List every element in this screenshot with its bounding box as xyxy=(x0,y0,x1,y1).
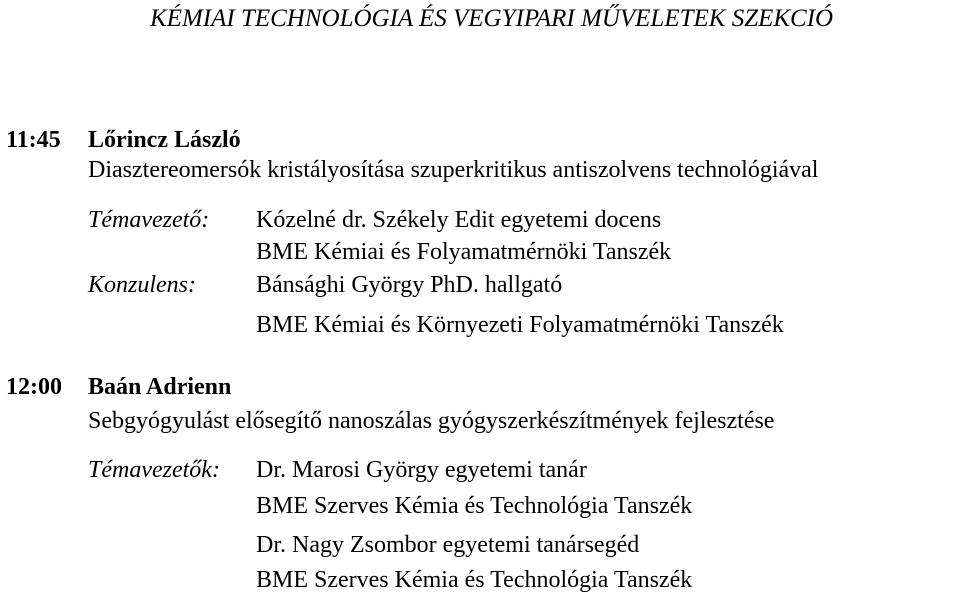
role-line: Dr. Marosi György egyetemi tanár xyxy=(256,457,587,483)
role-label-supervisors: Témavezetők: xyxy=(88,457,220,483)
role-line: Dr. Nagy Zsombor egyetemi tanársegéd xyxy=(256,532,640,558)
role-line: BME Kémiai és Folyamatmérnöki Tanszék xyxy=(256,239,672,265)
role-line: Kózelné dr. Székely Edit egyetemi docens xyxy=(256,207,662,233)
role-label-supervisor: Témavezető: xyxy=(88,207,210,233)
role-line: Bánsághi György PhD. hallgató xyxy=(256,272,563,298)
talk-time: 12:00 xyxy=(6,374,62,400)
section-title: KÉMIAI TECHNOLÓGIA ÉS VEGYIPARI MŰVELETEK SZEKCIÓ xyxy=(150,5,834,32)
role-line: BME Szerves Kémia és Technológia Tanszék xyxy=(256,567,693,593)
role-label-consultant: Konzulens: xyxy=(88,272,196,298)
presenter-name: Baán Adrienn xyxy=(88,374,232,400)
role-line: BME Kémiai és Környezeti Folyamatmérnöki Tanszék xyxy=(256,312,784,338)
role-line: BME Szerves Kémia és Technológia Tanszék xyxy=(256,493,693,519)
presenter-name: Lőrincz László xyxy=(88,127,241,153)
talk-time: 11:45 xyxy=(6,127,61,153)
talk-title: Sebgyógyulást elősegítő nanoszálas gyógyszerkészítmények fejlesztése xyxy=(88,408,775,434)
talk-title: Diasztereomersók kristályosítása szuperkritikus antiszolvens technológiával xyxy=(88,157,819,183)
